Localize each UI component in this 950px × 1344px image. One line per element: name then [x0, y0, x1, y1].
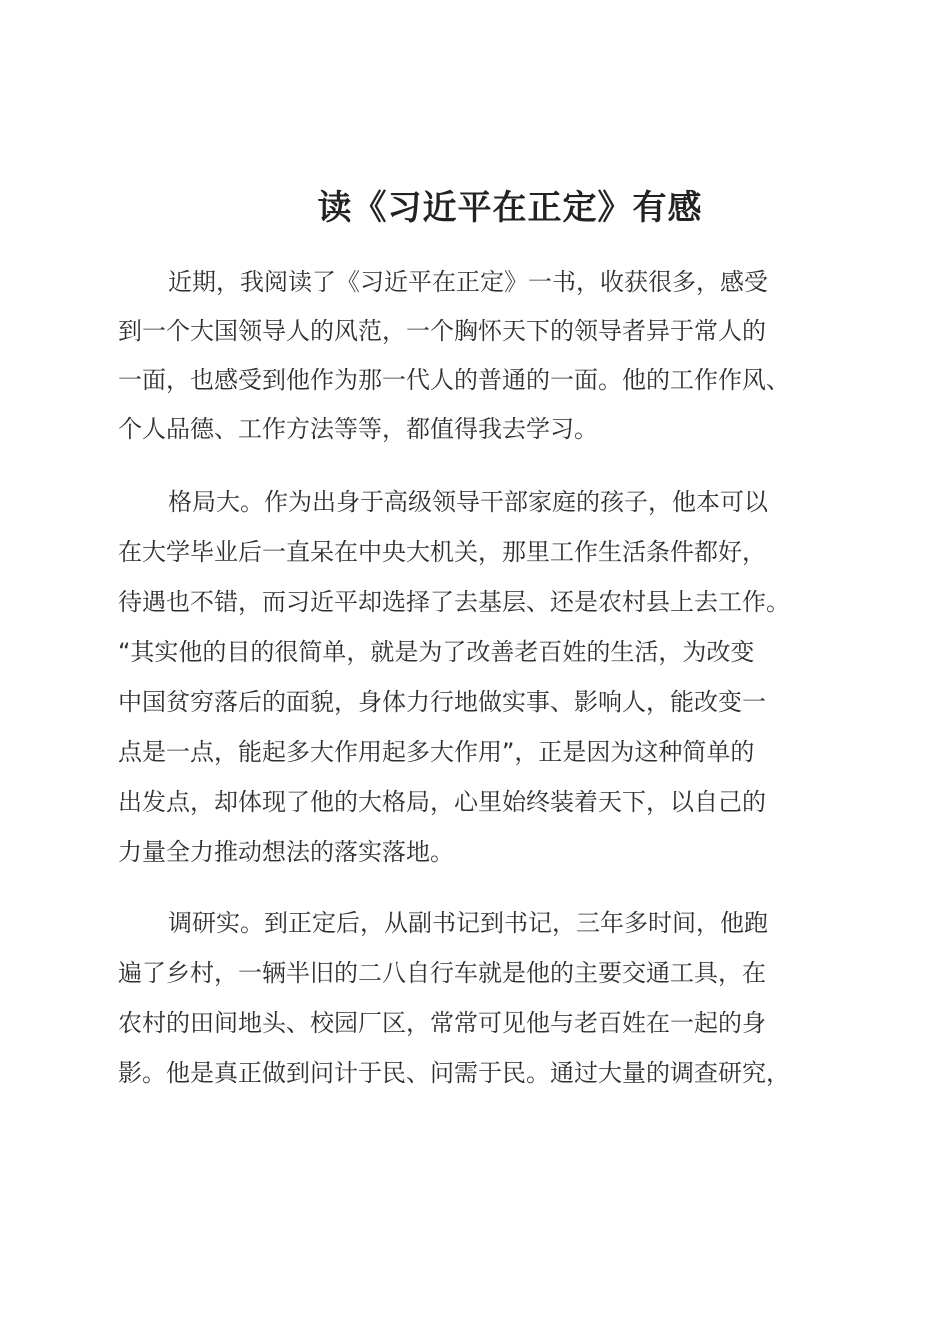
paragraph-3-line-4: 影。他是真正做到问计于民、问需于民。通过大量的调查研究，: [118, 1059, 790, 1087]
paragraph-3-line-2: 遍了乡村，一辆半旧的二八自行车就是他的主要交通工具，在: [118, 959, 766, 987]
paragraph-2-line-2: 在大学毕业后一直呆在中央大机关，那里工作生活条件都好，: [118, 538, 766, 566]
document-title: 读《习近平在正定》有感: [317, 188, 703, 228]
paragraph-2-line-5: 中国贫穷落后的面貌，身体力行地做实事、影响人，能改变一: [118, 688, 766, 716]
paragraph-2-line-4: “其实他的目的很简单，就是为了改善老百姓的生活，为改变: [118, 638, 755, 666]
paragraph-1-line-2: 到一个大国领导人的风范，一个胸怀天下的领导者异于常人的: [118, 317, 766, 345]
paragraph-1-line-1: 近期，我阅读了《习近平在正定》一书，收获很多，感受: [168, 268, 768, 296]
paragraph-3-line-3: 农村的田间地头、校园厂区，常常可见他与老百姓在一起的身: [118, 1009, 766, 1037]
paragraph-2-line-3: 待遇也不错，而习近平却选择了去基层、还是农村县上去工作。: [118, 588, 790, 616]
paragraph-2-line-8: 力量全力推动想法的落实落地。: [118, 838, 454, 866]
paragraph-3-line-1: 调研实。到正定后，从副书记到书记，三年多时间，他跑: [168, 909, 768, 937]
paragraph-2-line-7: 出发点，却体现了他的大格局，心里始终装着天下，以自己的: [118, 788, 766, 816]
paragraph-2-line-1: 格局大。作为出身于高级领导干部家庭的孩子，他本可以: [168, 488, 768, 516]
paragraph-1-line-3: 一面，也感受到他作为那一代人的普通的一面。他的工作作风、: [118, 366, 790, 394]
paragraph-1-line-4: 个人品德、工作方法等等，都值得我去学习。: [118, 415, 598, 443]
paragraph-2-line-6: 点是一点，能起多大作用起多大作用”，正是因为这种简单的: [118, 738, 755, 766]
